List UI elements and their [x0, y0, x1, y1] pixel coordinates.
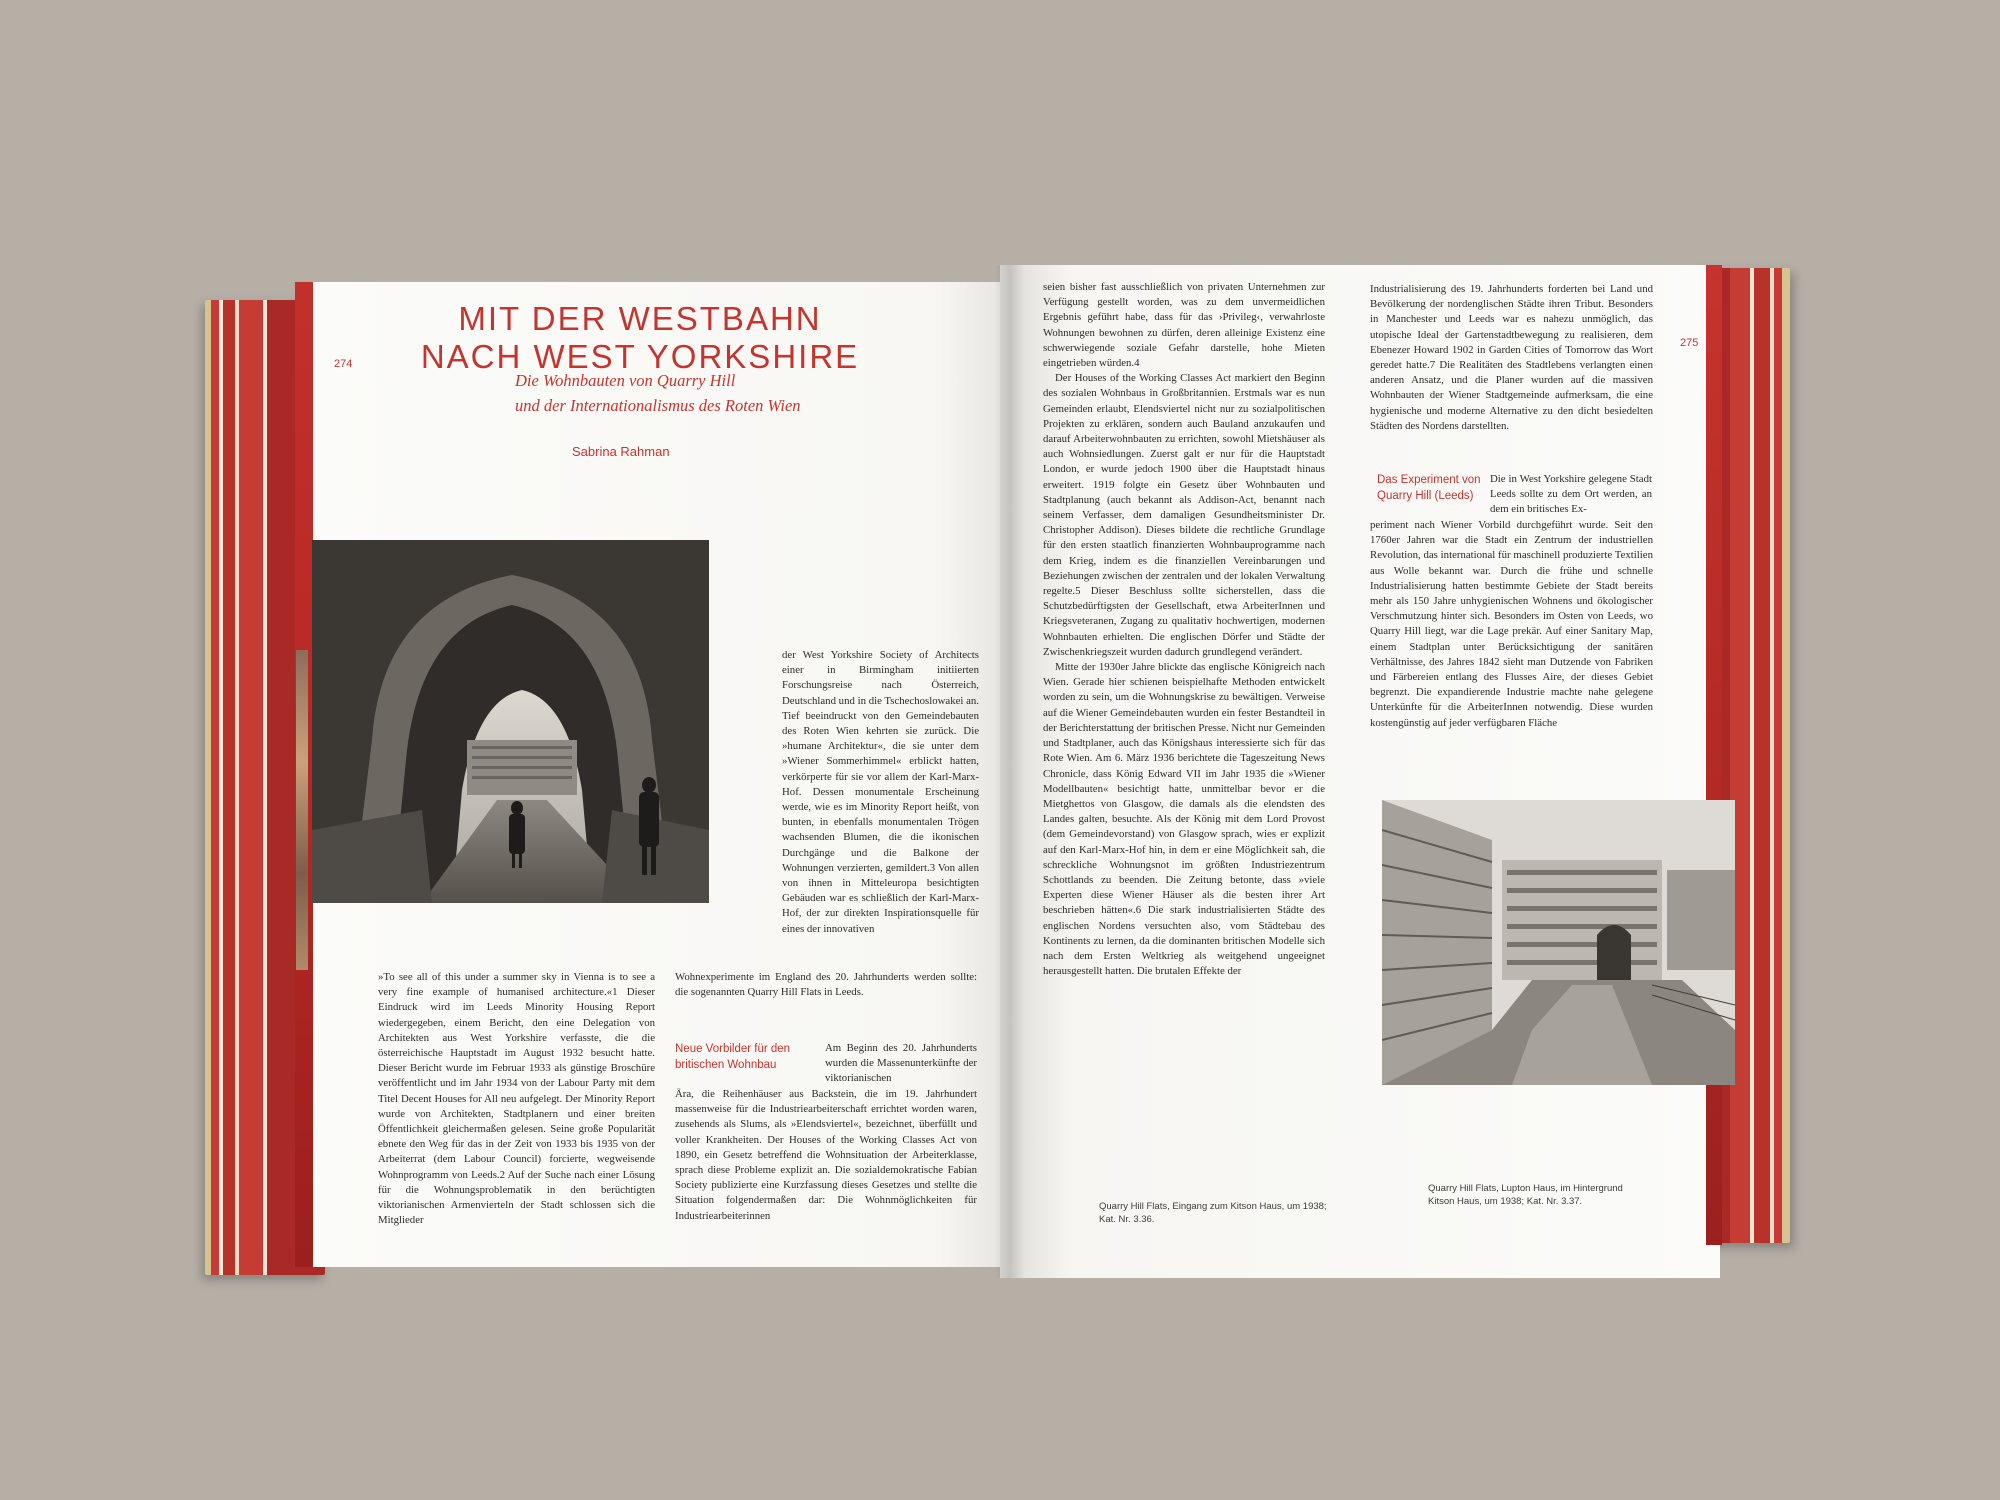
chapter-title — [420, 300, 860, 376]
paragraph: Am Beginn des 20. Jahrhunderts wurden die Massenunterkünfte der viktorianischen — [825, 1042, 977, 1085]
caption-line-1: Quarry Hill Flats, Lupton Haus, im Hintergrund — [1428, 1183, 1623, 1194]
chapter-subtitle-line-2: und der Internationalismus des Roten Wien — [515, 396, 801, 415]
caption-line-1: Quarry Hill Flats, Eingang zum Kitson Haus, um 1938; — [1099, 1201, 1327, 1212]
right-page-column-right-top — [1370, 282, 1653, 434]
paragraph: periment nach Wiener Vorbild durchgeführt wurde. Seit den 1760er Jahren war die Stadt ein Zentrum der industriellen Revolution, das international für maschinell produzierte Textilien aus Wolle bekannt war. Durch die frühe und schnelle Industrialisierung hatten bestimmte Gebiete der Stadt bereits mehr als 150 Jahre unhygienischen Wohnens und ökologischer Verschmutzung hinter sich. Besonders im Osten von Leeds, wo Quarry Hill liegt, war die Lage prekär. Auf einer Sanitary Map, einem Stadtplan unter Berücksichtigung der sanitären Verhältnisse, des Jahres 1842 sieht man Dutzende von Fabriken und Färbereien entlang des Flusses Aire, der dieses Gebiet begrenzt. Die expandierende Industrie machte nahe gelegene Unterkünfte für die ArbeiterInnen notwendig. Diese wurden kostengünstig auf jeder verfügbaren Fläche — [1370, 519, 1653, 729]
right-page-red-strip — [1706, 265, 1722, 1245]
left-page-image-strip — [296, 650, 308, 970]
side-heading-line-2: britischen Wohnbau — [675, 1059, 777, 1071]
right-page-column-left — [1043, 280, 1325, 979]
right-page-column-right-mid-intro — [1490, 472, 1652, 518]
paragraph: Industrialisierung des 19. Jahrhunderts forderten bei Land und Bevölkerung der nordenglischen Städte ihren Tribut. Besonders in Manchester und Leeds war es nahezu unmöglich, das utopische Ideal der Gartenstadtbewegung zu realisieren, dem Ebenezer Howard 1902 in Garden Cities of Tomorrow das Wort geredet hatte.7 Die Realitäten des Stadtlebens verlangten einen anderen Ansatz, und die Planer wurden auf die massiven Wohnbauten der Wiener Stadtgemeinde aufmerksam, die eine hygienische und moderne Alternative zu den dicht besiedelten Städten des Nordens darstellten. — [1370, 283, 1653, 432]
gutter-shadow — [995, 265, 1025, 1278]
chapter-subtitle-line-1: Die Wohnbauten von Quarry Hill — [515, 371, 736, 390]
side-heading-line-2: Quarry Hill (Leeds) — [1377, 490, 1474, 502]
paragraph: Ära, die Reihenhäuser aus Backstein, die im 19. Jahrhundert massenweise für die Industriearbeiterschaft errichtet worden waren, zusehends als Slums, als »Elendsviertel«, bezeichnet, überfüllt und voller Krankheiten. Der Houses of the Working Classes Act von 1890, ein Gesetz betreffend die Wohnsituation der Arbeiterklasse, sprach diese Probleme explizit an. Die sozialdemokratische Fabian Society publizierte eine Kurzfassung dieses Gesetzes und stellte die Situation folgendermaßen dar: Die Wohnmöglichkeiten für Industriearbeiterinnen — [675, 1088, 977, 1222]
arch-photo-illustration — [312, 540, 709, 903]
left-page-column-left — [378, 970, 655, 1228]
side-heading-quarry-hill — [1377, 472, 1482, 504]
caption-photo-left — [1099, 1200, 1329, 1226]
left-page-column-right-upper — [782, 648, 979, 937]
side-heading-line-1: Das Experiment von — [1377, 474, 1481, 486]
side-heading-new-models — [675, 1041, 815, 1073]
author-name: Sabrina Rahman — [572, 444, 670, 459]
paragraph: Mitte der 1930er Jahre blickte das englische Königreich nach Wien. Gerade hier schienen beispielhafte Methoden entwickelt worden zu sein, um die Wohnungskrise zu bewältigen. Verweise auf die Wiener Gemeindebauten wurden ein fester Bestandteil in der Berichterstattung der britischen Presse. Nicht nur Gemeinden und Stadtplaner, auch das Königshaus interessierte sich für das Rote Wien. Am 6. März 1936 berichtete die Tageszeitung News Chronicle, dass König Edward VII im Jahr 1935 die »Wiener Modellbauten« besichtigt hatte, unmittelbar bevor er die Mietghettos von Glasgow, die damals als die elendsten des Landes galten, besuchte. Als der König mit dem Lord Provost (dem Gemeindevorstand) von Glasgow sprach, wies er explizit auf den Karl-Marx-Hof hin, in dem er eine Möglichkeit sah, die schreckliche Wohnungsnot im größten Industriezentrum Schottlands zu beenden. Die Zeitung betonte, dass »viele Experten diese Wiener Häuser als die besten ihrer Art beschrieben hätten«.6 Die stark industrialisierten Städte des englischen Nordens versuchten also, vom Städtebau des Kontinents zu lernen, da die dominanten britischen Modelle sich nach dem Ersten Weltkrieg als weitgehend ungeeignet herausgestellt hatten. Die brutalen Effekte der — [1043, 661, 1325, 978]
chapter-title-line-2: NACH WEST YORKSHIRE — [420, 338, 860, 375]
chapter-subtitle — [515, 368, 915, 418]
page-number-left: 274 — [334, 358, 353, 370]
caption-line-2: Kitson Haus, um 1938; Kat. Nr. 3.37. — [1428, 1196, 1583, 1207]
caption-photo-right — [1428, 1182, 1658, 1208]
buildings-photo-illustration — [1382, 800, 1735, 1085]
left-page-column-right-lower-intro — [825, 1041, 977, 1087]
paragraph: Wohnexperimente im England des 20. Jahrhunderts werden sollte: die sogenannten Quarry Hill Flats in Leeds. — [675, 971, 977, 999]
photo-quarry-hill-arch — [312, 540, 709, 903]
photo-quarry-hill-lupton-haus — [1382, 800, 1735, 1085]
caption-line-2: Kat. Nr. 3.36. — [1099, 1214, 1155, 1225]
paragraph: Der Houses of the Working Classes Act markiert den Beginn des sozialen Wohnbaus in Großbritannien. Erstmals war es nun Gemeinden erlaubt, Elendsviertel nicht nur zu sozialpolitischen Projekten zu erklären, sondern auch Bauland anzukaufen und darauf Arbeiterwohnbauten zu errichten, sowohl Mietshäuser als auch Wohnsiedlungen. Zuerst galt er nur für die Hauptstadt London, er wurde jedoch 1900 über die Hauptstadt hinaus erweitert. 1919 folgte ein Gesetz über Wohnbauten und Stadtplanung (auch bekannt als Addison-Act, benannt nach seinem Verfasser, dem damaligen Gesundheitsminister Dr. Christopher Addison). Dieses bildete die rechtliche Grundlage für den ersten staatlich finanzierten Wohnbauprogramme nach dem Krieg, indem es die finanziellen Vereinbarungen und Beziehungen zwischen der zentralen und der lokalen Verwaltung regelte.5 Dieser Beschluss sollte sicherstellen, dass die Schutzbedürftigsten der Gesellschaft, etwa ArbeiterInnen und Kriegsveteranen, Zugang zu qualitativ hochwertigen, modernen Wohnbauten erhielten. Die englischen Dörfer und Städte der Zwischenkriegszeit wurden dadurch grundlegend verändert. — [1043, 372, 1325, 658]
paragraph: Die in West Yorkshire gelegene Stadt Leeds sollte zu dem Ort werden, an dem ein britisches Ex- — [1490, 473, 1652, 516]
paragraph: »To see all of this under a summer sky in Vienna is to see a very fine example of humanised architecture.«1 Dieser Eindruck wird im Leeds Minority Housing Report wiedergegeben, einem Bericht, den eine Delegation von Architekten aus West Yorkshire verfasste, die die österreichische Hauptstadt im August 1932 besucht hatte. Dieser Bericht wurde im Februar 1933 als günstige Broschüre veröffentlicht und im Jahr 1934 von der Labour Party mit dem Titel Decent Houses for All neu aufgelegt. Der Minority Report wurde von Architekten, Stadtplanern und einer breiten Öffentlichkeit gleichermaßen gelesen. Seine große Popularität ebnete den Weg für das in der Zeit von 1933 bis 1935 von der Arbeiterrat (dem Labour Council) forcierte, wegweisende Wohnprogramm von Leeds.2 Auf der Suche nach einer Lösung für die Wohnungsproblematik in den berüchtigten viktorianischen Armenvierteln der Stadt schlossen sich die Mitglieder — [378, 971, 655, 1227]
left-page-column-right-continued — [675, 970, 977, 1000]
right-page-column-right-mid — [1370, 518, 1653, 731]
paragraph: der West Yorkshire Society of Architects einer in Birmingham initiierten Forschungsreise nach Österreich, Deutschland und in die Tschechoslowakei an. Tief beeindruckt von den Gemeindebauten des Roten Wien kehrten sie zurück. Die »humane Architektur«, die sie unter dem »Wiener Sommerhimmel« erblickt hatten, verkörperte für sie vor allem der Karl-Marx-Hof. Dessen monumentale Erscheinung werde, wie es im Minority Report heißt, von bunten, in ebenfalls monumentalen Trögen wachsenden Blumen, die die ikonischen Durchgänge und die Balkone der Wohnungen verzierten, gemildert.3 Von allen von ihnen in Mitteleuropa besichtigten Gebäuden war es schließlich der Karl-Marx-Hof, der zur direkten Inspirationsquelle für eines der innovativen — [782, 649, 979, 935]
paragraph: seien bisher fast ausschließlich von privaten Unternehmen zur Verfügung gestellt worden, was zu dem unvermeidlichen Ergebnis geführt habe, dass für das ›Privileg‹, verwahrloste Wohnungen bewohnen zu dürfen, deren alleinige Existenz eine schwerwiegende soziale Gefahr darstelle, hohe Mieten eingetrieben würden.4 — [1043, 281, 1325, 370]
side-heading-line-1: Neue Vorbilder für den — [675, 1043, 791, 1055]
page-number-right: 275 — [1680, 337, 1699, 349]
chapter-title-line-1: MIT DER WESTBAHN — [458, 300, 822, 337]
left-page-column-right-lower — [675, 1087, 977, 1224]
